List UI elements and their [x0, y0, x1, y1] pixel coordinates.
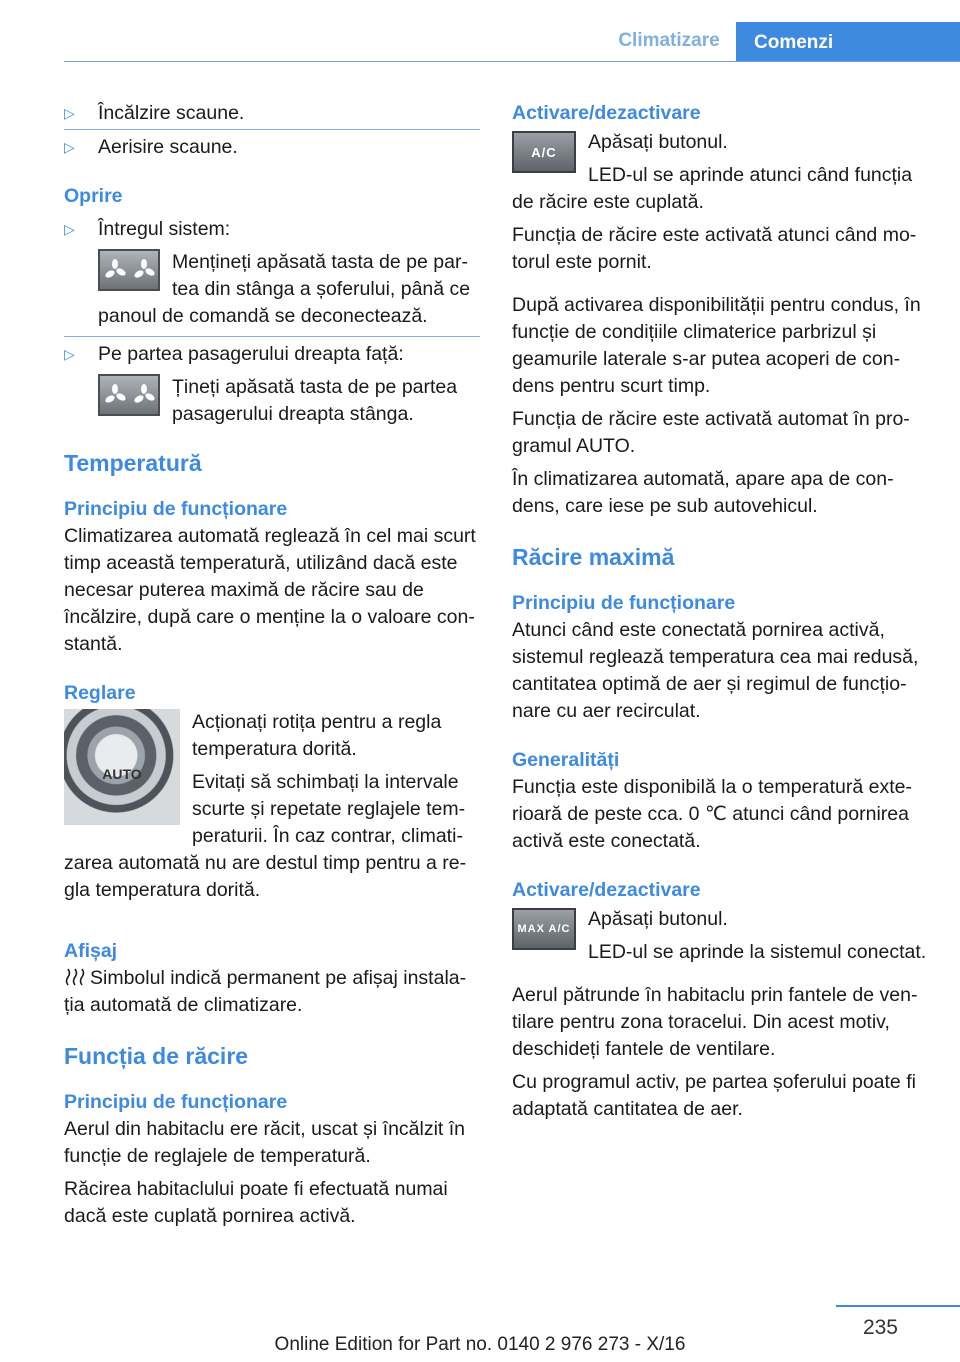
paragraph-afisaj	[64, 965, 480, 1019]
heading-temperatura: Temperatură	[64, 450, 202, 476]
paragraph: Apăsați butonul.	[588, 131, 728, 153]
subheading-principiu: Principiu de funcționare	[64, 1091, 288, 1113]
paragraph: Funcția de răcire este activată automat în programul AUTO.	[512, 408, 910, 457]
max-ac-block	[512, 906, 928, 966]
ac-block	[512, 129, 928, 216]
subheading-afisaj: Afișaj	[64, 940, 118, 962]
bullet-item	[64, 100, 480, 127]
bullet-separator	[64, 129, 480, 130]
fan-icon	[133, 384, 155, 406]
paragraph: Evitați să schimbați la intervale scurte și repetate reglajele temperaturii. În caz contrar, climatizarea automată nu are destul timp pentru a regla temperatura dorită.	[64, 771, 467, 901]
header-tab: Comenzi	[736, 22, 960, 62]
paragraph: Aerul pătrunde în habitaclu prin fantele de ventilare pentru zona toracelui. Din acest motiv, deschideți fantele de ventilare.	[512, 984, 918, 1060]
heading-racire: Funcția de răcire	[64, 1043, 249, 1069]
fan-icon	[133, 259, 155, 281]
bullet-text: Pe partea pasagerului dreapta față:	[98, 343, 404, 365]
online-edition-note: Online Edition for Part no. 0140 2 976 273 - X/16	[274, 1334, 686, 1355]
bullet-text: Aerisire scaune.	[98, 136, 238, 158]
bullet-detail-text: Țineți apăsată tasta de pe partea pasagerului dreapta stânga.	[172, 376, 458, 425]
subheading-activare: Activare/dezactivare	[512, 102, 701, 124]
bullet-triangle-icon: ▷	[64, 346, 75, 362]
paragraph: Aerul din habitaclu ere răcit, uscat și încălzit în funcție de reglajele de temperatură.	[64, 1118, 466, 1167]
climate-symbol-icon	[64, 967, 86, 987]
ac-button-image	[512, 131, 576, 173]
paragraph: Funcția este disponibilă la o temperatură exterioară de peste cca. 0 ℃ atunci când pornirea activă este conectată.	[512, 776, 912, 852]
reglare-block	[64, 709, 480, 904]
paragraph: LED-ul se aprinde la sistemul conectat.	[588, 941, 927, 963]
bullet-item	[64, 341, 480, 368]
bullet-triangle-icon: ▷	[64, 221, 75, 237]
bullet-item	[64, 134, 480, 161]
subheading-oprire: Oprire	[64, 185, 123, 207]
paragraph: Climatizarea automată reglează în cel mai scurt timp această temperatură, utilizând dacă este necesar puterea maximă de răcire sau de încălzire, după care o menține la o valoare constantă.	[64, 525, 476, 655]
header-section: Climatizare	[618, 30, 720, 51]
footer-rule	[836, 1305, 960, 1307]
paragraph: Acționați rotița pentru a regla temperatura dorită.	[192, 711, 442, 760]
subheading-generalitati: Generalități	[512, 749, 620, 771]
bullet-triangle-icon: ▷	[64, 139, 75, 155]
max-ac-button-image	[512, 908, 576, 950]
fan-icon	[104, 384, 126, 406]
paragraph: Atunci când este conectată pornirea activă, sistemul reglează temperatura cea mai redusă, cantitatea optimă de aer și regimul de funcționare cu aer recirculat.	[512, 619, 919, 722]
subheading-reglare: Reglare	[64, 682, 136, 704]
paragraph: În climatizarea automată, apare apa de condens, care iese pe sub autovehicul.	[512, 468, 894, 517]
right-column	[512, 100, 928, 1123]
left-column	[64, 100, 480, 1230]
bullet-item	[64, 216, 480, 243]
bullet-text: Întregul sistem:	[98, 218, 231, 240]
paragraph-text: Simbolul indică permanent pe afișaj instalația automată de climatizare.	[64, 967, 467, 1016]
subheading-principiu: Principiu de funcționare	[512, 592, 736, 614]
fan-icon	[104, 259, 126, 281]
bullet-triangle-icon: ▷	[64, 105, 75, 121]
fan-off-button-image	[98, 374, 160, 416]
subheading-principiu: Principiu de funcționare	[64, 498, 288, 520]
ac-button-label: A/C	[531, 144, 557, 160]
paragraph: Apăsați butonul.	[588, 908, 728, 930]
paragraph: Răcirea habitaclului poate fi efectuată numai dacă este cuplată pornirea activă.	[64, 1178, 448, 1227]
paragraph: După activarea disponibilității pentru condus, în funcție de condițiile climaterice parbrizul și geamurile laterale s-ar putea acoperi de condens pentru scurt timp.	[512, 294, 921, 397]
max-ac-button-label: MAX A/C	[517, 922, 571, 935]
bullet-detail	[64, 249, 480, 330]
paragraph: Funcția de răcire este activată atunci când motorul este pornit.	[512, 224, 917, 273]
temperature-knob-image	[64, 709, 180, 825]
header-rule	[64, 61, 960, 62]
bullet-text: Încălzire scaune.	[98, 102, 245, 124]
bullet-separator	[64, 336, 480, 337]
bullet-detail	[64, 374, 480, 428]
fan-off-button-image	[98, 249, 160, 291]
subheading-activare: Activare/dezactivare	[512, 879, 701, 901]
paragraph: LED-ul se aprinde atunci când funcția de răcire este cuplată.	[512, 164, 913, 213]
knob-label: AUTO	[102, 766, 142, 782]
heading-racire-maxima: Răcire maximă	[512, 544, 675, 570]
bullet-detail-text: Mențineți apăsată tasta de pe partea din stânga a șoferului, până ce panoul de comandă se deconectează.	[98, 251, 471, 327]
paragraph: Cu programul activ, pe partea șoferului poate fi adaptată cantitatea de aer.	[512, 1071, 916, 1120]
page-number: 235	[862, 1316, 898, 1339]
